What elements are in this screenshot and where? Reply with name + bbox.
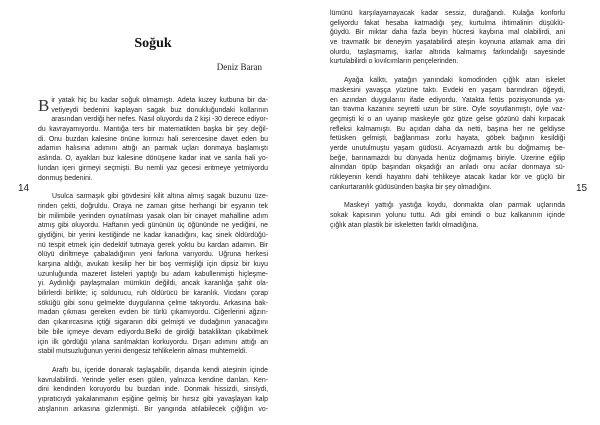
text-line: vetiyeydi bedenini kaplayan sagak buz donukluğundaki kollarının — [51, 106, 268, 114]
text-line: en azından duygularını ifade ediyordu. Yatakta fetüs pozisyonunda ya- — [330, 96, 565, 104]
text-line: Maskeyi yattığı yastığa koydu, donmakta olan parmak uçlarında — [344, 202, 565, 210]
text-line: cankurtaranlık güdüsünden başka bir şey olmadığını. — [330, 183, 492, 191]
text-line: lümünü karşılayamayacak kadar sessiz, durağandı. Kulağa konforlu — [330, 10, 565, 17]
text-line: söküğü gibi sonu gelmekte duygularına çelme takıyordu. Arkasına bak- — [38, 299, 268, 307]
author-name: Deniz Baran — [216, 62, 262, 72]
text-line: Araftı bu, içeride donarak taşlaşabilir, dışarıda kendi ateşinin içinde — [52, 366, 268, 374]
text-line: stabil mutsuzluğunun yerini dengesiz tehlikelerin alması muhtemeldi. — [38, 348, 248, 356]
text-line: bilirlerdi birlikte; iç soldurucu, ruh öldürücü bir karanlık. Vicdanı çorap — [38, 290, 268, 298]
text-line: olurdu, taşlaşmamış, karlar altında kalmamış farkındalığı sayesinde — [330, 48, 565, 56]
text-line: maskesini yavaşça yüzüne taktı. Evdeki en yaşam barındıran öğeydi, — [330, 86, 565, 94]
text-line: uzunluğunda mazeret listeleri yaptığı bu adam kabullenmişti hiçleşme- — [38, 270, 268, 278]
text-line: geçmişti ki o an uyanıp maskeyle göz göze gelse gözünü dahi kırpacak — [330, 115, 565, 123]
text-line: rükleyenin kendi hayatını dahi tehlikeye atacak kadar kör ve güçlü bir — [330, 174, 565, 181]
text-line: dan çıkarırcasına içtiği sigaranın dibi gelmişti ve dudağının yanacağını — [38, 319, 268, 327]
page-number-right: 15 — [576, 183, 588, 194]
text-line: yıpratıcıydı yakalanmanın eşiğine gelmiş bir hırsız gibi yavaşlayan kalp — [38, 395, 268, 403]
paragraph — [38, 96, 268, 183]
text-line: ğüydü. Bir miktar daha fazla beyin hücresi kaybına mal olabilirdi, ani — [330, 29, 565, 37]
text-line: ve travmatik bir deneyim yaşatabilirdi ateşin koynuna atlamak ama diri — [330, 39, 565, 47]
paragraph — [38, 192, 268, 357]
text-line: çığlık atan plastik bir iskeletten farklı olmadığına. — [330, 221, 479, 229]
text-line: bile bile içmeye devam ediyordu.Belki de girdiği batakliktan çıkabilmek — [38, 328, 268, 336]
text-line: kavrulabilirdi. Yerinde yeller esen gülen, yalnızca kendine darılan. Ken- — [38, 376, 268, 384]
paragraph — [330, 201, 565, 230]
text-line: du kavrayamıyordu. Mantığa ters bir matematikten başka bir şey değil- — [38, 126, 268, 134]
right-page — [300, 0, 600, 425]
text-line: geliyordu fakat hesaba katmadığı şey, kurtulma ihtimalinin düşüklü- — [330, 19, 565, 27]
text-line: Usulca sarmaşık gibi gövdesini kilit altına almış sagak buzunu üze- — [52, 193, 268, 201]
paragraph — [330, 9, 565, 67]
text-line: tan travma kazanını seyretti uzun bir süre. Öyle soyutlanmıştı, öyle vaz- — [330, 106, 565, 114]
text-line: giydiğini, bir yerini kestiğinde ne kadar kanadığını, kaç sinek öldürdüğü- — [38, 231, 268, 239]
text-line: di. Onu buzdan kalesine önüne kırmızı hali serercesine davet eden bu — [38, 135, 268, 143]
text-line: lundan içeri girmeyi seçmişti. Bu nemli yaz gecesi eritmeye yetmiyordu — [38, 164, 268, 172]
paragraph — [330, 76, 565, 192]
text-line: sokak kapısının yolunu tuttu. Adı gibi emindi o buz kalkanının içinde — [330, 212, 565, 220]
text-line: refleksi kalmamıştı. Bu açıdan daha da netti, başına her ne geldiyse — [330, 125, 565, 133]
text-line: rinden çekti, doğruldu. Oraya ne zaman gitse herhangi bir eşyanın tek — [38, 202, 268, 210]
text-line: madan çıkması gereken evden bir türlü çıkamıyordu. Ciğerlerini ağzın- — [38, 309, 268, 317]
text-line: karşına aldığı, avukatı kesilip her bir boş vermişliği için dipsiz bir kuyu — [38, 261, 268, 268]
paragraph — [38, 366, 268, 414]
right-page-body — [330, 9, 565, 239]
text-line: bir milimbile yerinden oynatılması yasak olan bir cinayet mahalline adım — [38, 212, 268, 220]
text-line: atmış gibi oluyordu. Haftanın yedi gününün üç öğününde ne yediğini, ne — [38, 222, 268, 230]
text-line: alnından öpüp başından okşadığı an anladı onu acılar donmaya sü- — [330, 164, 565, 172]
text-line: adamın halısına adımını attığı an parmak uçları donmaya başlamıştı — [38, 145, 268, 153]
left-page-body — [38, 96, 268, 423]
text-line: donmuş bedenini. — [38, 174, 93, 182]
text-line: kurtulabilirdi o kıvılcımların pençelerinden. — [330, 58, 459, 66]
text-line: ölüyü diriltmeye çabaladığının yeni farkına varıyordu. Uğruna herkesi — [38, 251, 268, 259]
text-line: arasından verdiği her nefes. Nasıl oluyordu da 2 kişi -30 derece ediyor- — [51, 116, 268, 124]
text-line: yi. Aydınlığı paylaşmaları mümkün değildi, ancak karanlığa şahit ola- — [38, 280, 268, 288]
text-line: Ayağa kalktı, yatağın yanındaki komodinden çığlık atan iskelet — [344, 77, 565, 85]
page-number-left: 14 — [18, 183, 30, 194]
text-line: beğe, barınamazdı bu dünyada henüz doğmamış biriyle. Üzerine eğilip — [330, 154, 565, 162]
text-line: yerde unutulmuştu yaşam güdüsü. Acıyamazdı artık bu doğmamış be- — [330, 144, 565, 152]
drop-cap: B — [38, 96, 50, 115]
text-line: için ilk gördüğü yılana sarılmaktan korkuyordu. Dışarı adımını attığı an — [38, 338, 268, 346]
text-line: nü tespit etmek için dedektif tutmaya gerek yoktu bu kardan adamın. Bir — [38, 241, 268, 249]
text-line: fetüsken gelmişti, bağlanması zorlu hayata, göbek bağının kesildiği — [330, 135, 565, 143]
text-line: atışlarının arkasına gizlenmişti. Bir yangında atılabilecek çığlığın vo- — [38, 405, 268, 413]
text-line: dini kendinden koruyordu bu buzdan inde. Donmak hissizdi, sinsiydi, — [38, 386, 268, 394]
chapter-title: Soğuk — [134, 36, 172, 51]
text-line: aslında. O, ayakları buz kalesine dönüşene kadar inat ve sarıla hali yo- — [38, 155, 268, 163]
text-line: ir yatak hiç bu kadar soğuk olmamıştı. Adeta kuzey kutbuna bir da- — [51, 97, 268, 104]
